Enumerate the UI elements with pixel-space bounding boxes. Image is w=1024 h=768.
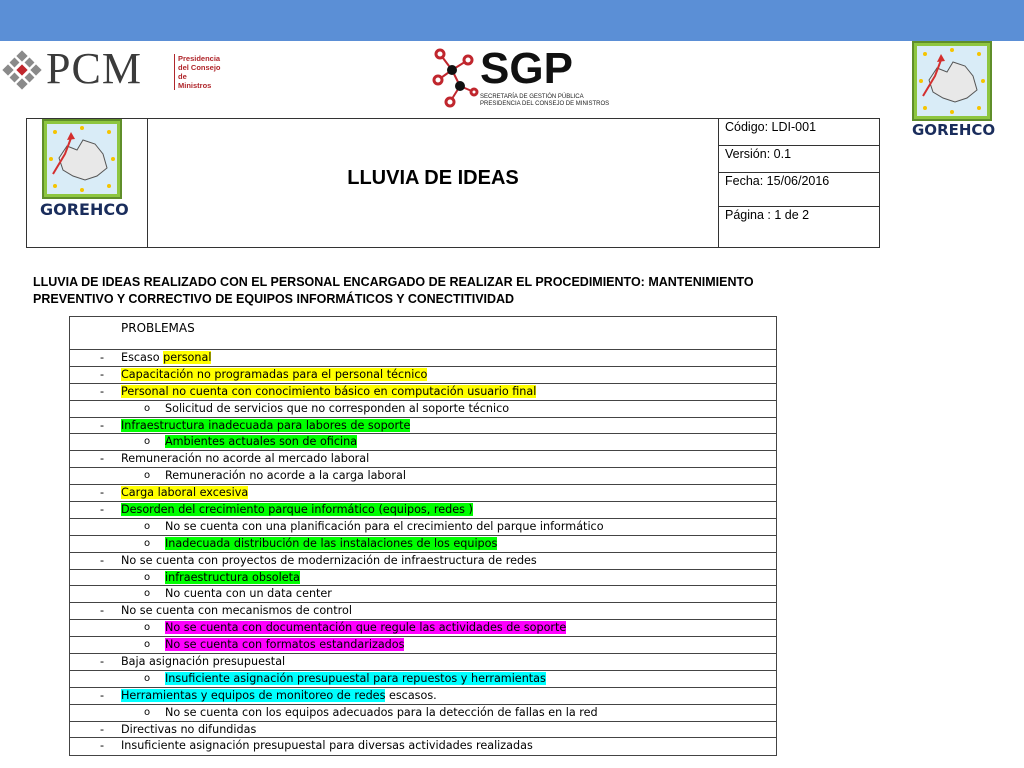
- circle-bullet: o: [144, 622, 151, 634]
- problem-text: [121, 738, 533, 754]
- dash-bullet: -: [100, 351, 105, 364]
- problem-text: [121, 553, 537, 569]
- region-map-icon: [47, 124, 117, 194]
- table-row: [70, 603, 776, 620]
- dash-bullet: -: [100, 367, 105, 381]
- problem-text-plain: No se cuenta con una planificación para el crecimiento del parque informático: [165, 519, 604, 533]
- circle-bullet: o: [144, 537, 151, 549]
- problem-text: [121, 451, 369, 467]
- table-row: [70, 586, 776, 603]
- table-row: [70, 384, 776, 401]
- table-row: [70, 434, 776, 451]
- problem-text-plain: No se cuenta con proyectos de modernización de infraestructura de redes: [121, 553, 537, 567]
- problem-text-plain: No se cuenta con los equipos adecuados para la detección de fallas en la red: [165, 705, 598, 719]
- problem-text: [165, 536, 497, 552]
- problem-text: [165, 620, 566, 636]
- problem-text: [121, 722, 256, 738]
- problem-text: [121, 384, 536, 400]
- problem-text: [121, 350, 211, 366]
- problem-text-plain: Baja asignación presupuestal: [121, 655, 286, 669]
- pagina-text: Página : 1 de 2: [725, 208, 810, 222]
- table-row: [70, 485, 776, 502]
- circle-bullet: o: [144, 672, 151, 684]
- dash-bullet: -: [100, 722, 105, 736]
- fecha-text: Fecha: 15/06/2016: [725, 174, 830, 188]
- table-row: [70, 367, 776, 384]
- table-row: [70, 620, 776, 637]
- circle-bullet: o: [144, 470, 151, 482]
- problem-text-plain: No cuenta con un data center: [165, 587, 332, 601]
- problem-text-highlighted: Herramientas y equipos de monitoreo de redes: [121, 688, 386, 702]
- dash-bullet: -: [100, 418, 105, 432]
- problem-text: [121, 418, 410, 434]
- region-map-icon: [917, 46, 987, 116]
- problem-text: [121, 485, 248, 501]
- problem-text: [165, 519, 604, 535]
- problem-text-plain: escasos.: [385, 688, 437, 702]
- gorehco-label: GOREHCO: [40, 200, 129, 219]
- table-row: [70, 570, 776, 587]
- table-row: [70, 401, 776, 418]
- table-row: [70, 536, 776, 553]
- problem-text-plain: Solicitud de servicios que no corresponden al soporte técnico: [165, 401, 510, 415]
- pcm-logo-subtitle: Presidencia del Consejo de Ministros: [174, 54, 222, 90]
- problem-text: [165, 570, 300, 586]
- top-bar: [0, 0, 1024, 41]
- table-row: [70, 688, 776, 705]
- problem-text: [121, 502, 473, 518]
- circle-bullet: o: [144, 571, 151, 583]
- gorehco-logo-right: [912, 41, 994, 141]
- problem-text: [165, 671, 546, 687]
- problem-text-highlighted: personal: [163, 351, 212, 364]
- problem-text-highlighted: Carga laboral excesiva: [121, 486, 249, 500]
- problem-text: [121, 367, 427, 383]
- sgp-logo-line1: SECRETARÍA DE GESTIÓN PÚBLICA: [480, 94, 584, 100]
- dash-bullet: -: [100, 604, 105, 618]
- gorehco-label: GOREHCO: [912, 121, 996, 139]
- table-row: [70, 350, 776, 367]
- dash-bullet: -: [100, 655, 105, 669]
- table-row: [70, 418, 776, 435]
- sgp-logo-text: SGP: [480, 44, 573, 93]
- document-subtitle: LLUVIA DE IDEAS REALIZADO CON EL PERSONAL ENCARGADO DE REALIZAR EL PROCEDIMIENTO: MANTENIMIENTO PREVENTIVO Y CORRECTIVO DE EQUIPOS INFORMÁTICOS Y CONECTITIVIDAD: [33, 275, 754, 306]
- problem-text-highlighted: Capacitación no programadas para el personal técnico: [121, 367, 428, 381]
- document-header-table: [26, 118, 880, 248]
- table-row: [70, 637, 776, 654]
- dash-bullet: -: [100, 553, 105, 567]
- problems-header-label: PROBLEMAS: [121, 321, 195, 335]
- dash-bullet: -: [100, 384, 105, 398]
- sgp-network-icon: [430, 46, 480, 110]
- problem-text-highlighted: No se cuenta con documentación que regule las actividades de soporte: [165, 621, 567, 635]
- circle-bullet: o: [144, 588, 151, 600]
- problems-table-body: [70, 350, 776, 755]
- problem-text: [165, 705, 598, 721]
- version-text: Versión: 0.1: [725, 147, 792, 161]
- dash-bullet: -: [100, 739, 105, 753]
- problem-text-plain: Directivas no difundidas: [121, 722, 257, 736]
- problem-text: [121, 654, 285, 670]
- problem-text-highlighted: Desorden del crecimiento parque informático (equipos, redes ): [121, 503, 473, 517]
- table-row: [70, 553, 776, 570]
- circle-bullet: o: [144, 520, 151, 532]
- problem-text: [165, 434, 357, 450]
- dash-bullet: -: [100, 486, 105, 500]
- table-row: [70, 519, 776, 536]
- problem-text-highlighted: infraestructura obsoleta: [165, 570, 300, 584]
- problem-text: [121, 688, 437, 704]
- table-row: [70, 722, 776, 739]
- problem-text: [121, 603, 352, 619]
- table-row: [70, 705, 776, 722]
- dash-bullet: -: [100, 503, 105, 517]
- pcm-logo-text: PCM: [46, 44, 142, 93]
- problem-text: [165, 586, 332, 602]
- problem-text-highlighted: Inadecuada distribución de las instalaciones de los equipos: [165, 536, 498, 550]
- header-title-cell: [148, 119, 719, 247]
- problem-text-plain: Insuficiente asignación presupuestal para diversas actividades realizadas: [121, 739, 533, 753]
- problem-text-highlighted: Personal no cuenta con conocimiento básico en computación usuario final: [121, 384, 537, 398]
- pcm-emblem-icon: [2, 50, 42, 90]
- problem-text-plain: No se cuenta con mecanismos de control: [121, 604, 352, 618]
- sgp-logo: [430, 44, 610, 110]
- problem-text-highlighted: Ambientes actuales son de oficina: [165, 435, 358, 449]
- gorehco-logo-left: [40, 119, 129, 223]
- problem-text: [165, 637, 404, 653]
- table-row: [70, 502, 776, 519]
- problem-text-highlighted: No se cuenta con formatos estandarizados: [165, 638, 405, 652]
- problem-text-highlighted: Infraestructura inadecuada para labores de soporte: [121, 418, 411, 432]
- header-meta-cell: [719, 119, 879, 247]
- codigo-text: Código: LDI-001: [725, 120, 817, 134]
- table-row: [70, 671, 776, 688]
- circle-bullet: o: [144, 402, 151, 414]
- problem-text-plain: Remuneración no acorde al mercado laboral: [121, 452, 370, 466]
- circle-bullet: o: [144, 706, 151, 718]
- table-row: [70, 468, 776, 485]
- problem-text-plain: Remuneración no acorde a la carga laboral: [165, 469, 406, 483]
- problems-table: [69, 316, 777, 756]
- circle-bullet: o: [144, 639, 151, 651]
- table-row: [70, 738, 776, 755]
- problems-table-header: [70, 317, 776, 350]
- problem-text-highlighted: Insuficiente asignación presupuestal para repuestos y herramientas: [165, 671, 546, 685]
- pcm-logo: [2, 44, 222, 94]
- dash-bullet: -: [100, 452, 105, 466]
- problem-text-plain: Escaso: [121, 351, 164, 364]
- circle-bullet: o: [144, 436, 151, 448]
- dash-bullet: -: [100, 688, 105, 702]
- problem-text: [165, 468, 406, 484]
- table-row: [70, 654, 776, 671]
- table-row: [70, 451, 776, 468]
- sgp-logo-line2: PRESIDENCIA DEL CONSEJO DE MINISTROS: [480, 101, 610, 107]
- problem-text: [165, 401, 509, 417]
- document-title: LLUVIA DE IDEAS: [347, 167, 519, 189]
